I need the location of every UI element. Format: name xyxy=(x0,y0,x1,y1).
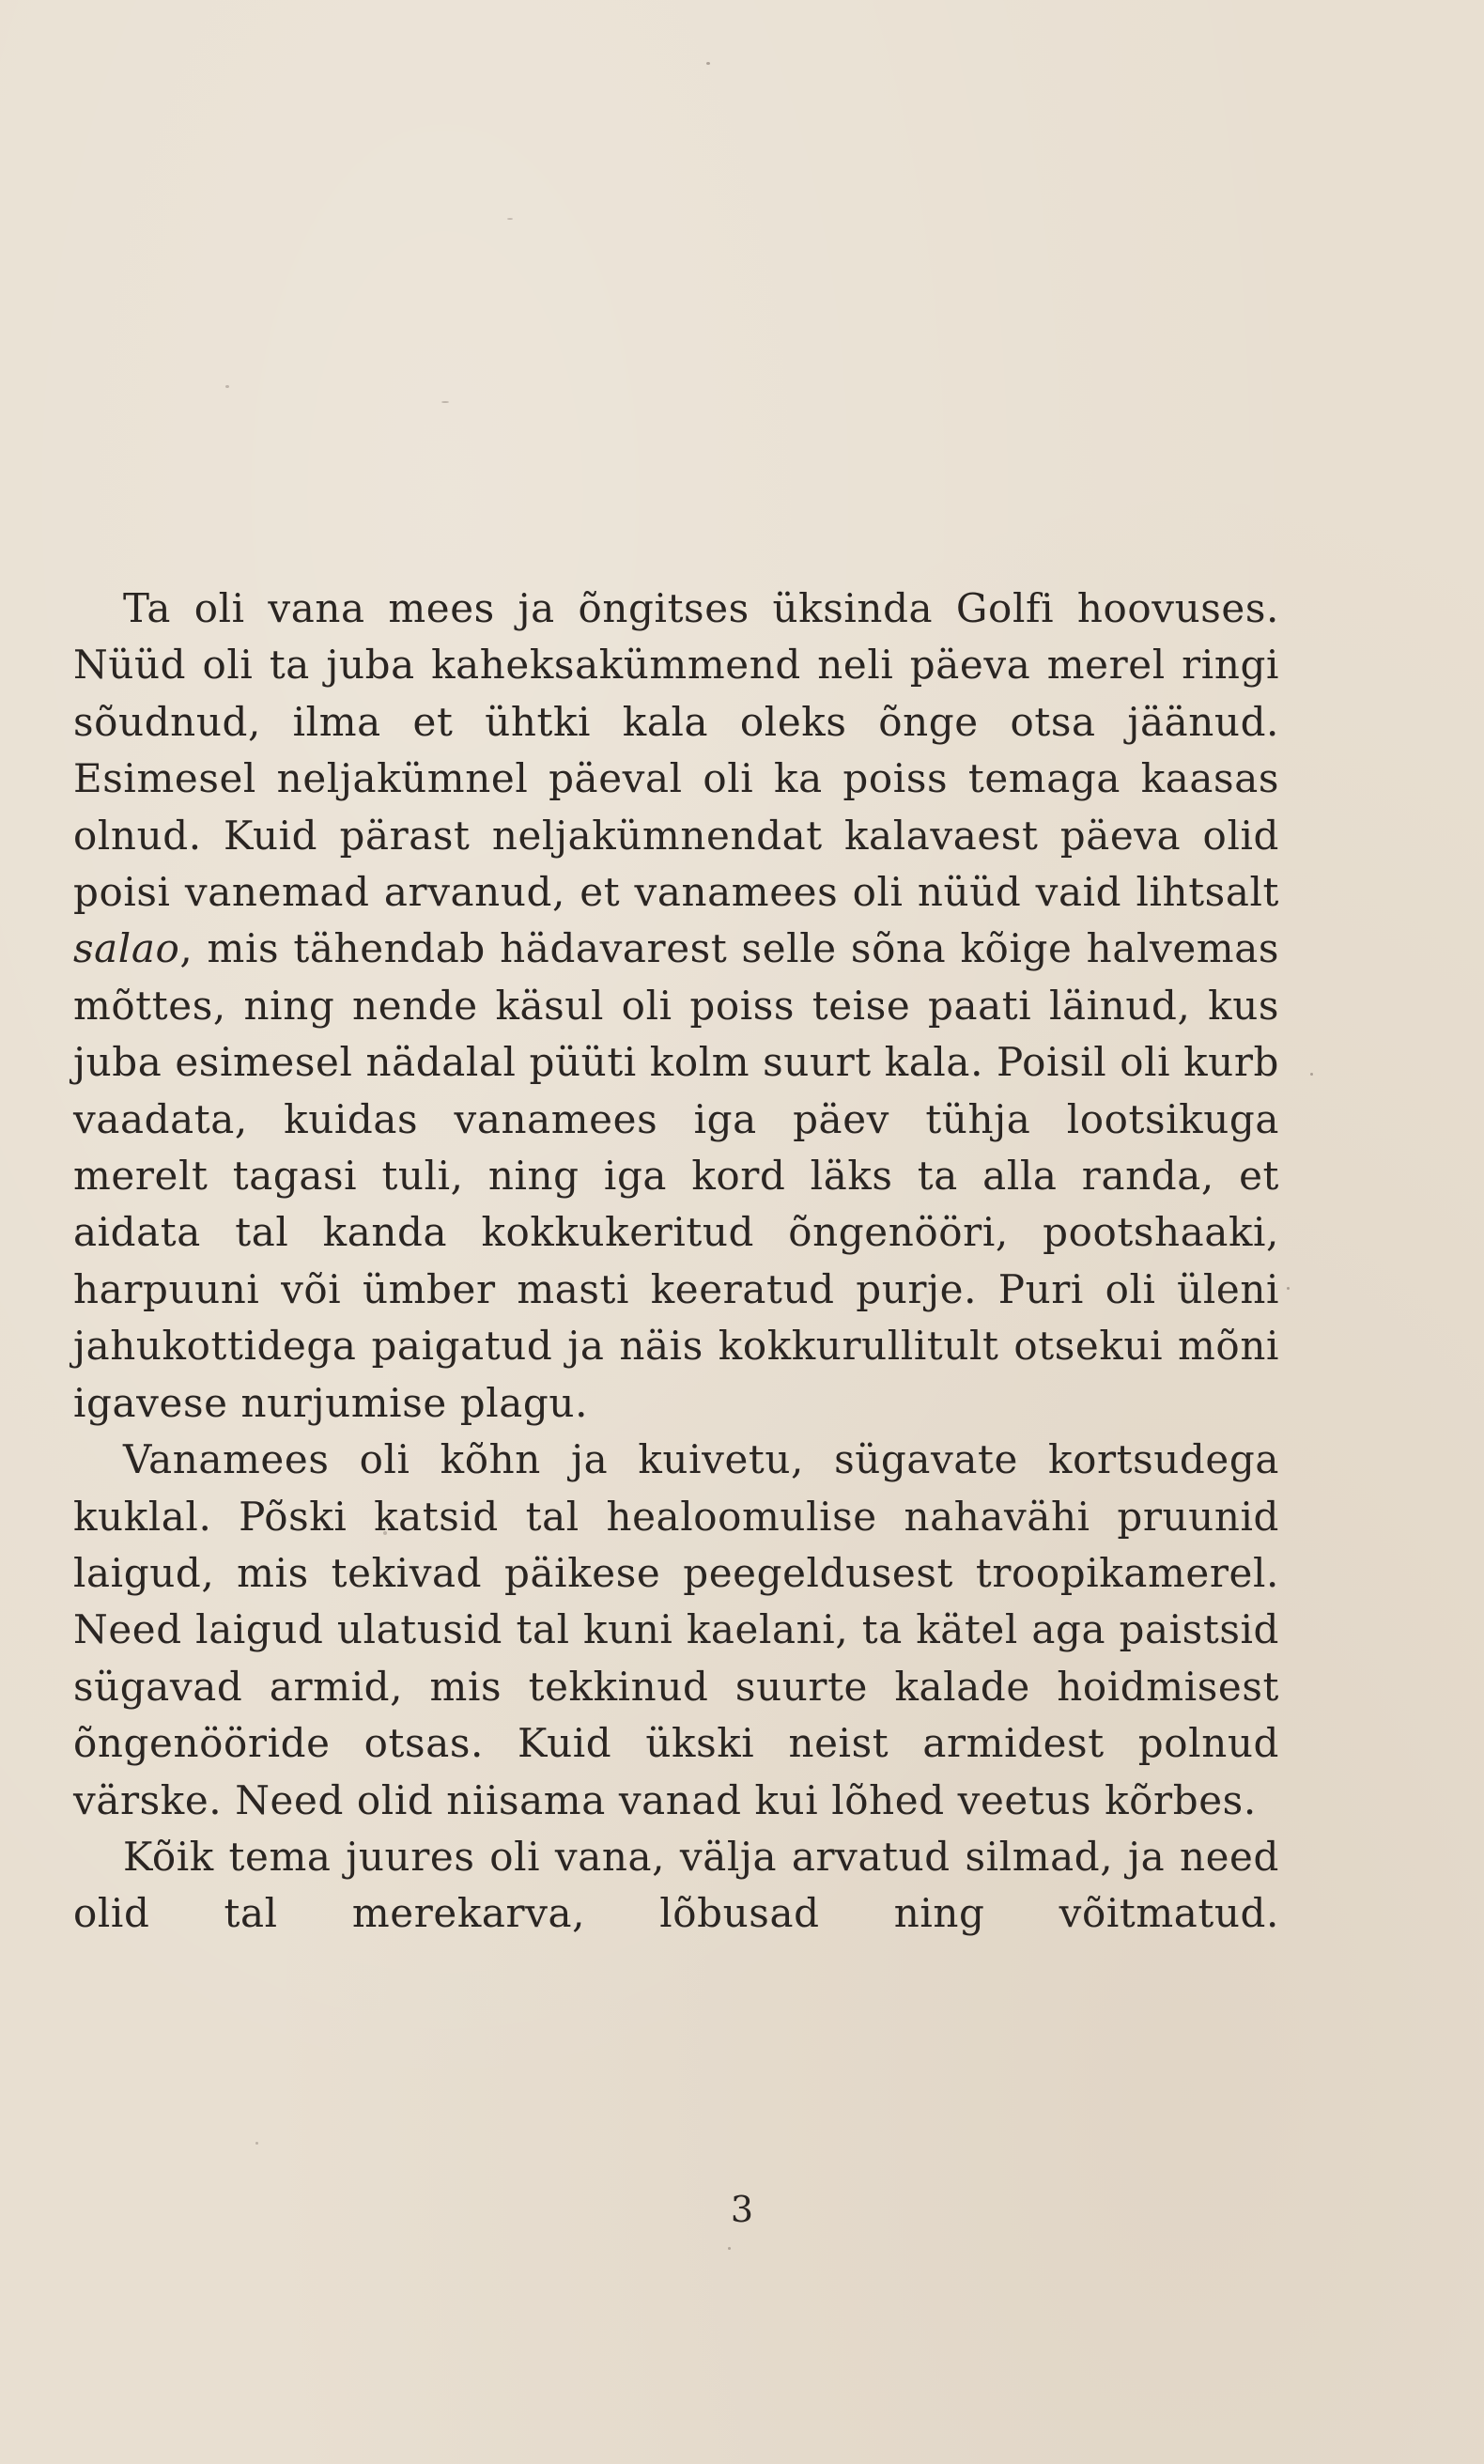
paper-speck xyxy=(225,385,229,388)
paragraph-text: Ta oli vana mees ja õngitses üksinda Golfi hoovuses. Nüüd oli ta juba kaheksakümmend neli päeva merel ringi sõudnud, ilma et ühtki kala oleks õnge otsa jäänud. Esimesel neljakümnel päeval oli ka poiss temaga kaasas olnud. Kuid pärast neljakümnendat kalavaest päeva olid poisi vanemad arvanud, et vanamees oli nüüd vaid lihtsalt xyxy=(73,585,1279,916)
paper-speck xyxy=(1287,1287,1290,1290)
paragraph xyxy=(73,581,1279,1432)
paper-speck xyxy=(728,2247,731,2250)
paragraph-text: , mis tähendab hädavarest selle sõna kõige halvemas mõttes, ning nende käsul oli poiss teise paati läinud, kus juba esimesel nädalal püüti kolm suurt kala. Poisil oli kurb vaadata, kuidas vanamees iga päev tühja lootsikuga merelt tagasi tuli, ning iga kord läks ta alla randa, et aidata tal kanda kokkukeritud õngenööri, pootshaaki, harpuuni või ümber masti keeratud purje. Puri oli üleni jahukottidega paigatud ja näis kokkurullitult otsekui mõni igavese nurjumise plagu. xyxy=(73,925,1279,1426)
paper-speck xyxy=(706,62,710,65)
paper-speck xyxy=(255,2142,258,2145)
paragraph: Kõik tema juures oli vana, välja arvatud silmad, ja need olid tal merekarva, lõbusad ning võitmatud. xyxy=(73,1833,1279,1937)
paragraph: Vanamees oli kõhn ja kuivetu, sügavate kortsudega kuklal. Põski katsid tal healoomulise nahavähi pruunid laigud, mis tekivad päikese peegeldusest troopikamerel. Need laigud ulatusid tal kuni kaelani, ta kätel aga paistsid sügavad armid, mis tekkinud suurte kalade hoidmisest õngenööride otsas. Kuid ükski neist armidest polnud värske. Need olid niisama vanad kui lõhed veetus kõrbes. xyxy=(73,1436,1279,1823)
body-text xyxy=(73,581,1279,1943)
emphasis-word: salao xyxy=(73,925,180,972)
page-number: 3 xyxy=(730,2189,754,2230)
paper-speck xyxy=(441,401,449,403)
paper-speck xyxy=(507,218,513,220)
paper-speck xyxy=(1310,1073,1313,1076)
